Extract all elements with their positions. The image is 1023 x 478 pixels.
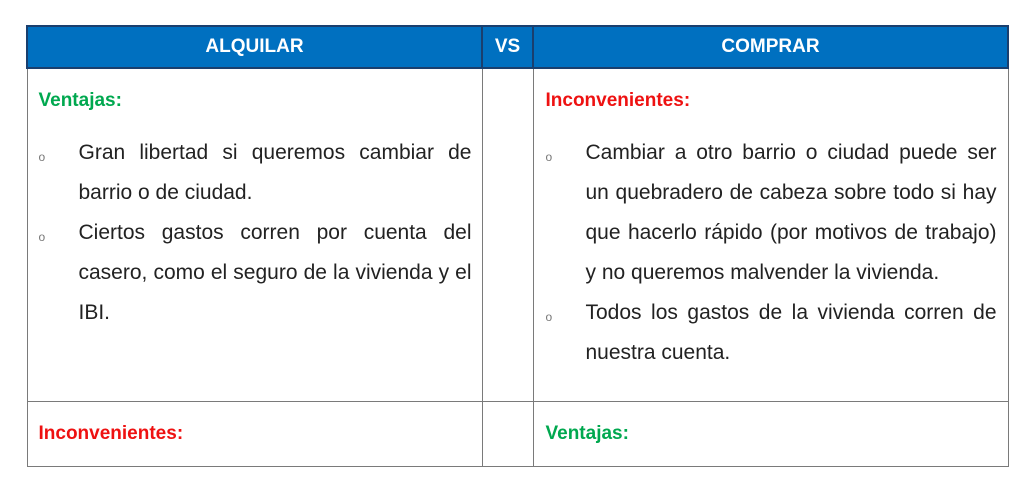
alquilar-ventajas-list (39, 133, 472, 333)
header-comprar: COMPRAR (533, 26, 1008, 68)
list-item-text: Gran libertad si queremos cambiar de barrio o de ciudad. (78, 141, 472, 204)
list-item-text: Ciertos gastos corren por cuenta del casero, como el seguro de la vivienda y el IBI. (78, 221, 472, 324)
header-row (27, 26, 1008, 68)
list-item (546, 293, 997, 373)
list-item (39, 213, 472, 333)
comprar-inconvenientes-title: Inconvenientes: (545, 90, 691, 111)
header-vs: VS (482, 26, 533, 68)
alquilar-ventajas-title: Ventajas: (38, 90, 122, 111)
comparison-table (26, 25, 1009, 467)
comprar-ventajas-cell (533, 402, 1008, 467)
bullet-circle-icon: o (38, 150, 46, 164)
alquilar-inconvenientes-cell (27, 402, 482, 467)
vs-spacer-cell (482, 68, 533, 402)
list-item (546, 133, 997, 293)
comprar-inconvenientes-cell (533, 68, 1008, 402)
comprar-ventajas-title: Ventajas: (545, 423, 629, 444)
list-item (39, 133, 472, 213)
header-alquilar: ALQUILAR (27, 26, 482, 68)
bottom-row (27, 402, 1008, 467)
comprar-inconvenientes-list (546, 133, 997, 373)
bullet-circle-icon: o (545, 310, 553, 324)
alquilar-inconvenientes-title: Inconvenientes: (38, 423, 184, 444)
main-row (27, 68, 1008, 402)
list-item-text: Cambiar a otro barrio o ciudad puede ser un quebradero de cabeza sobre todo si hay que hacerlo rápido (por motivos de trabajo) y no queremos malvender la vivienda. (585, 141, 997, 284)
alquilar-ventajas-cell (27, 68, 482, 402)
list-item-text: Todos los gastos de la vivienda corren de nuestra cuenta. (585, 301, 997, 364)
vs-spacer-cell (482, 402, 533, 467)
bullet-circle-icon: o (545, 150, 553, 164)
bullet-circle-icon: o (38, 230, 46, 244)
